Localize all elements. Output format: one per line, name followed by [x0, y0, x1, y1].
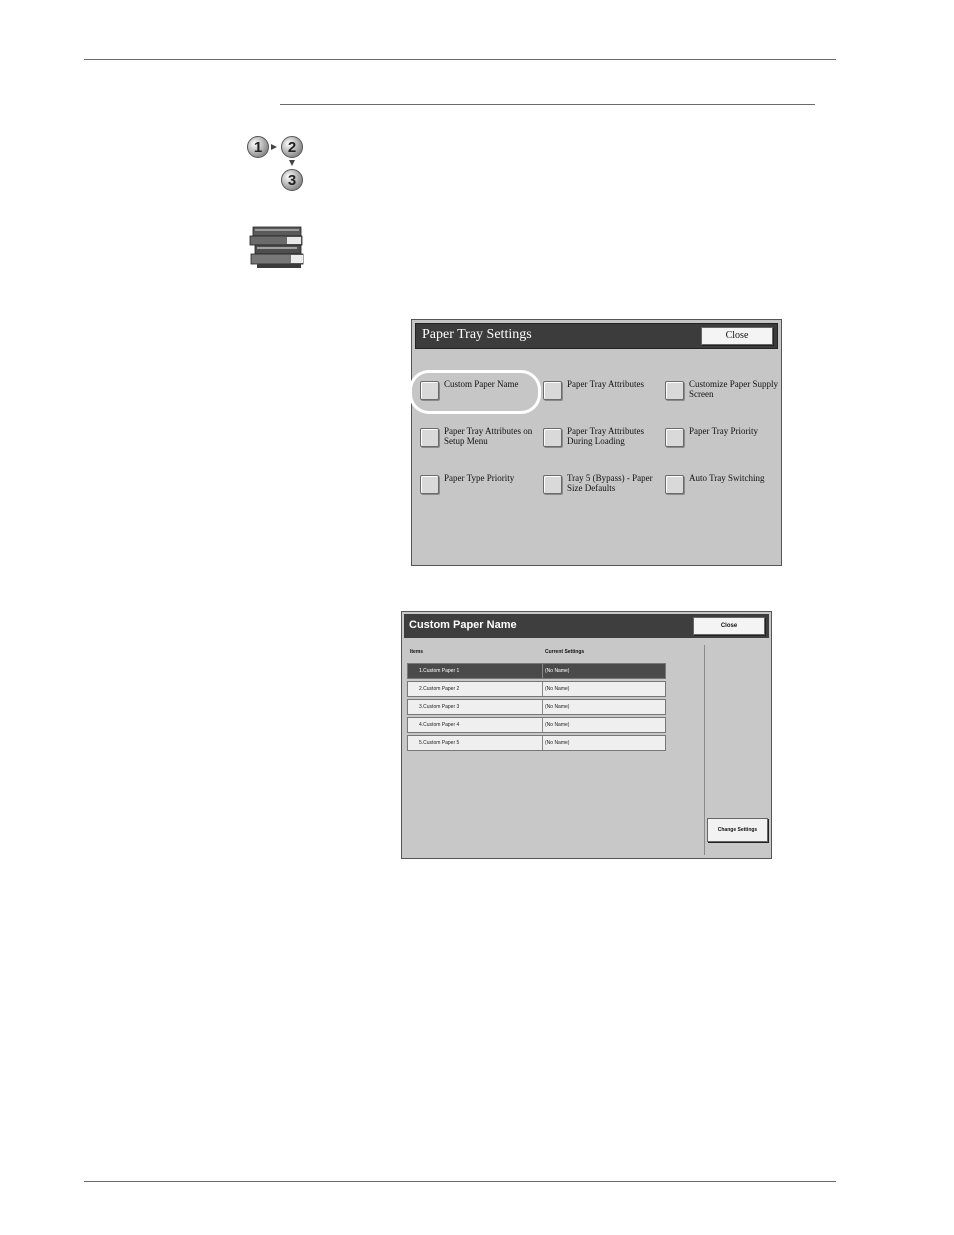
option-paper-tray-priority[interactable] — [665, 428, 785, 462]
step-digit-3: 3 — [287, 172, 297, 189]
highlight-callout-ring — [409, 370, 541, 414]
step-digit-1: 1 — [253, 139, 263, 156]
stacked-books-icon — [247, 224, 309, 270]
option-label: Paper Tray Attributes During Loading — [567, 426, 645, 446]
top-rule — [84, 59, 836, 60]
screen-title: Paper Tray Settings — [422, 327, 532, 342]
row-item: 2.Custom Paper 2 — [419, 686, 460, 692]
row-value: (No Name) — [542, 736, 569, 750]
row-item: 3.Custom Paper 3 — [419, 704, 460, 710]
option-label: Paper Type Priority — [444, 473, 515, 483]
row-value: (No Name) — [542, 700, 569, 714]
option-auto-tray-switching[interactable] — [665, 475, 785, 509]
option-label: Tray 5 (Bypass) - Paper Size Defaults — [567, 473, 653, 493]
close-button[interactable]: Close — [701, 327, 773, 345]
section-rule — [280, 104, 815, 105]
row-item: 4.Custom Paper 4 — [419, 722, 460, 728]
column-header-items: Items — [410, 649, 424, 655]
row-item: 1.Custom Paper 1 — [419, 668, 460, 674]
screen-title: Custom Paper Name — [409, 619, 517, 631]
option-tray5-bypass-defaults[interactable] — [543, 475, 663, 509]
title-bar — [415, 323, 778, 349]
panel-divider — [704, 645, 705, 855]
option-label: Paper Tray Attributes — [567, 379, 645, 389]
option-checkbox[interactable] — [543, 381, 562, 400]
row-value: (No Name) — [542, 664, 569, 678]
step-digit-2: 2 — [287, 139, 297, 156]
table-row[interactable] — [407, 717, 666, 733]
table-row[interactable] — [407, 735, 666, 751]
row-value: (No Name) — [542, 682, 569, 696]
option-label: Custom Paper Name — [444, 379, 519, 389]
option-label: Paper Tray Priority — [689, 426, 759, 436]
title-bar — [404, 614, 769, 638]
row-item: 5.Custom Paper 5 — [419, 740, 460, 746]
row-value: (No Name) — [542, 718, 569, 732]
option-checkbox[interactable] — [665, 381, 684, 400]
option-label: Customize Paper Supply Screen — [689, 379, 778, 399]
close-button[interactable]: Close — [693, 617, 765, 635]
option-checkbox[interactable] — [420, 475, 439, 494]
table-row[interactable] — [407, 663, 666, 679]
option-paper-tray-attributes-setup-menu[interactable] — [420, 428, 540, 462]
paper-tray-settings-screen — [411, 319, 782, 566]
option-label: Auto Tray Switching — [689, 473, 765, 483]
numbered-steps-icon — [246, 135, 308, 193]
table-row[interactable] — [407, 699, 666, 715]
option-label: Paper Tray Attributes on Setup Menu — [444, 426, 533, 446]
option-checkbox[interactable] — [543, 475, 562, 494]
option-customize-paper-supply-screen[interactable] — [665, 381, 785, 415]
option-checkbox[interactable] — [543, 428, 562, 447]
change-settings-button[interactable]: Change Settings — [707, 818, 768, 842]
option-paper-tray-attributes-during-loading[interactable] — [543, 428, 663, 462]
option-checkbox[interactable] — [420, 428, 439, 447]
option-paper-tray-attributes[interactable] — [543, 381, 663, 415]
option-checkbox[interactable] — [665, 428, 684, 447]
option-paper-type-priority[interactable] — [420, 475, 540, 509]
option-checkbox[interactable] — [665, 475, 684, 494]
column-header-current-settings: Current Settings — [545, 649, 585, 655]
bottom-rule — [84, 1181, 836, 1182]
table-row[interactable] — [407, 681, 666, 697]
custom-paper-name-screen — [401, 611, 772, 859]
